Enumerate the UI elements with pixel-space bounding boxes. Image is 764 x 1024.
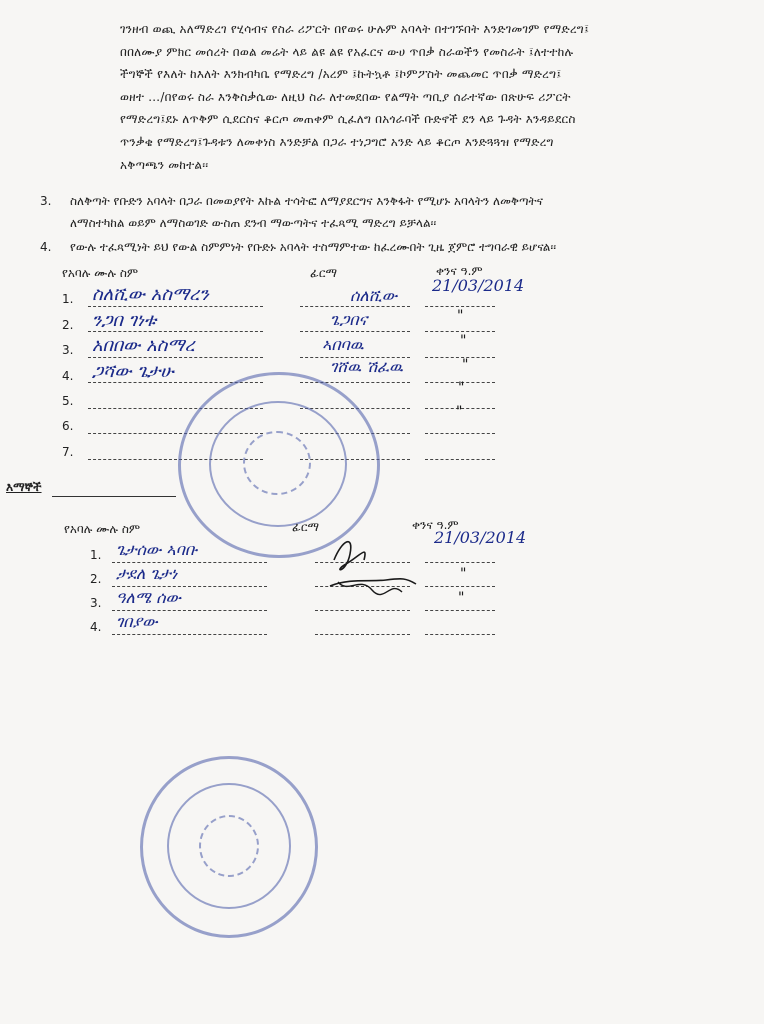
member-date-header: ቀንና ዓ.ም — [436, 264, 483, 278]
witness-row-number: 4. — [90, 620, 102, 634]
clause-item-3 — [40, 190, 762, 234]
date-line — [425, 610, 495, 611]
signature-line — [315, 634, 410, 635]
paragraph-line: ወዘተ …/በየወሩ ስራ እንቅስቃሴው ለዚህ ስራ ለተመደበው የልማት ጣቢያ ሰራተኛው በጽሁፍ ሪፖርት — [120, 89, 571, 104]
clause-line: የውሉ ተፈጻሚነት ይህ የውል ስምምነት የቡድኑ አባላት ተስማምተው ከፈረሙበት ጊዜ ጀምሮ ተግባራዊ ይሆናል፡፡ — [70, 240, 557, 254]
witness-name: ታደለ ጌታነ — [116, 564, 178, 583]
name-line — [112, 586, 267, 587]
ditto-mark: " — [462, 357, 469, 373]
member-signature: ገሸዉ ሽፈዉ — [330, 357, 403, 376]
member-name: ስለሺው አስማረን — [92, 284, 209, 305]
date-line — [425, 433, 495, 434]
witness-date: 21/03/2014 — [434, 528, 527, 547]
clause-number: 4. — [40, 240, 52, 254]
witness-underline — [52, 496, 176, 497]
member-row-number: 2. — [62, 318, 74, 332]
ditto-mark: " — [458, 380, 465, 396]
ditto-mark: " — [457, 308, 464, 324]
body-paragraph — [120, 18, 760, 176]
member-row-number: 7. — [62, 445, 74, 459]
clause-line: ስለቅጣት የቡድን አባላት በጋራ በመወያየት እኩል ተሳትፎ ለማያደርግና እንቅፋት የሚሆኑ አባላትን ለመቅጣትና — [70, 194, 543, 208]
clause-line: ለማስተካከል ወይም ለማስወገድ ውስጠ ደንብ ማውጣትና ተፈጻሚ ማድረግ ይቻላል፡፡ — [70, 216, 437, 230]
paragraph-line: ችግኞች የእለት ከእለት እንክብካቤ የማድረግ /አረም ፤ኩትኳቶ ፤ኮምፖስት መጨመር ጥበቃ ማድረግ፤ — [120, 67, 562, 82]
member-row-number: 4. — [62, 369, 74, 383]
witness-signatures — [320, 520, 430, 610]
date-line — [425, 562, 495, 563]
name-line — [88, 331, 263, 332]
member-row-number: 6. — [62, 419, 74, 433]
date-line — [425, 331, 495, 332]
ditto-mark: " — [456, 404, 463, 420]
paragraph-line: አቅጣጫን መከተል፡፡ — [120, 157, 209, 172]
witness-name: ዓለሜ ሰው — [116, 588, 181, 607]
witness-title: እማኞች — [6, 480, 42, 494]
date-line — [425, 634, 495, 635]
witness-name: ገበያው — [116, 612, 158, 631]
name-line — [88, 306, 263, 307]
witness-signature-header: ፊርማ — [292, 520, 320, 534]
date-line — [425, 586, 495, 587]
name-line — [88, 357, 263, 358]
clause-item-4 — [40, 236, 762, 258]
official-stamp — [140, 756, 318, 938]
paragraph-line: ገንዘብ ወጪ አለማድረገ የሂሳብና የስራ ሪፖርት በየወሩ ሁሉም አባላት በተገኙበት እንድገመገም የማድረግ፤ — [120, 22, 590, 36]
clause-number: 3. — [40, 194, 52, 208]
member-signature-header: ፊርማ — [310, 266, 338, 280]
member-name: ጋሻው ጌታሁ — [92, 361, 174, 382]
member-signature: ጌጋበና — [330, 310, 368, 329]
signature-line — [315, 610, 410, 611]
paragraph-line: የማድረግ፤ደኑ ለጥቅም ሲደርስና ቆርጦ መጠቀም ሲፈለግ በአጎራባች ቡድኖች ደን ላይ ጉዳት እንዳይደርስ — [120, 112, 576, 127]
ditto-mark: " — [460, 566, 467, 582]
member-date: 21/03/2014 — [432, 276, 525, 295]
witness-row-number: 3. — [90, 596, 102, 610]
member-row-number: 3. — [62, 343, 74, 357]
member-signature: ሰለሺው — [350, 286, 398, 305]
member-row-number: 1. — [62, 292, 74, 306]
paragraph-line: በበለሙያ ምክር መሰረት በወል መሬት ላይ ልዩ ልዩ የአፈርና ውሀ ጥበቃ ስራወችን የመስራት ፤ለተተከሉ — [120, 44, 574, 59]
signature-line — [300, 306, 410, 307]
member-name-header: የአባሉ ሙሉ ስም — [62, 266, 139, 280]
signature-line — [300, 331, 410, 332]
witness-name-header: የአባሉ ሙሉ ስም — [64, 522, 141, 536]
ditto-mark: " — [458, 590, 465, 606]
witness-name: ጌታሰው ኣባቡ — [116, 540, 198, 559]
ditto-mark: " — [460, 333, 467, 349]
member-name: ንጋበ ገነቱ — [92, 310, 157, 331]
member-row-number: 5. — [62, 394, 74, 408]
witness-row-number: 1. — [90, 548, 102, 562]
name-line — [112, 634, 267, 635]
paragraph-line: ጥንቃቄ የማድረግ፤ጉዳቱን ለመቀነስ እንድቻል በጋራ ተነጋግሮ አንድ ላይ ቆርጦ እንድጓጓዝ የማድረግ — [120, 134, 554, 149]
name-line — [112, 610, 267, 611]
witness-row-number: 2. — [90, 572, 102, 586]
date-line — [425, 357, 495, 358]
member-name: አበበው አስማረ — [92, 335, 195, 356]
date-line — [425, 459, 495, 460]
member-signature: ኣበባዉ — [322, 335, 364, 354]
name-line — [112, 562, 267, 563]
date-line — [425, 306, 495, 307]
witness-date-header: ቀንና ዓ.ም — [412, 518, 459, 532]
